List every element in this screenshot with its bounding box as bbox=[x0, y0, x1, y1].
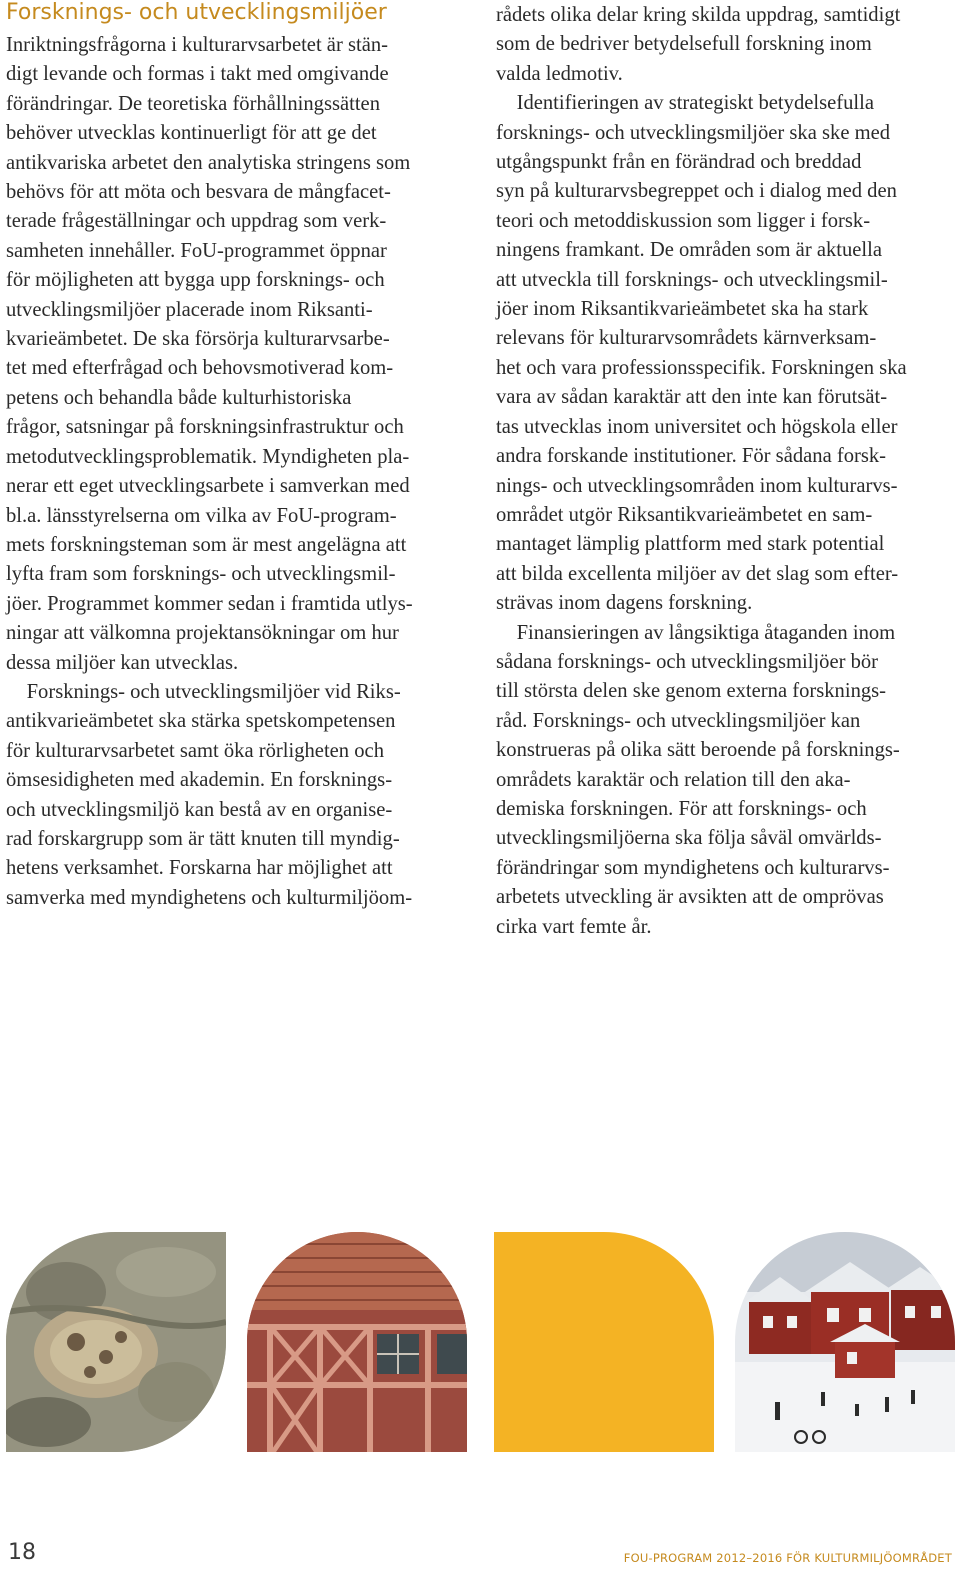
text-line: till största delen ske genom externa forsknings- bbox=[496, 680, 887, 703]
text-line: frågor, satsningar på forskningsinfrastruktur och bbox=[6, 416, 404, 439]
timber-building-photo bbox=[247, 1232, 467, 1452]
text-line: demiska forskningen. För att forsknings- och bbox=[496, 797, 867, 820]
text-line: vara av sådan karaktär att den inte kan förutsät- bbox=[496, 386, 888, 409]
text-line: ömsesidigheten med akademin. En forsknings- bbox=[6, 769, 393, 792]
text-line: området utgör Riksantikvarieämbetet en sam- bbox=[496, 503, 873, 526]
text-line: hetens verksamhet. Forskarna har möjlighet att bbox=[6, 857, 393, 880]
text-line: mets forskningsteman som är mest angelägna att bbox=[6, 533, 407, 556]
text-line: valda ledmotiv. bbox=[496, 62, 623, 85]
text-line: dessa miljöer kan utvecklas. bbox=[6, 651, 239, 674]
text-line: råd. Forsknings- och utvecklingsmiljöer kan bbox=[496, 709, 861, 732]
text-line: nerar ett eget utvecklingsarbete i samverkan med bbox=[6, 475, 410, 498]
winter-village-photo bbox=[735, 1232, 955, 1452]
archaeological-site-photo bbox=[6, 1232, 226, 1452]
text-line: petens och behandla både kulturhistoriska bbox=[6, 386, 352, 409]
text-line: jöer inom Riksantikvarieämbetet ska ha stark bbox=[496, 298, 869, 321]
text-line: cirka vart femte år. bbox=[496, 915, 652, 938]
text-line: het och vara professionsspecifik. Forskningen ska bbox=[496, 356, 907, 379]
text-line: Inriktningsfrågorna i kulturarvsarbetet är stän- bbox=[6, 34, 388, 56]
text-line: förändringar som myndighetens och kulturarvs- bbox=[496, 856, 890, 879]
text-line: utvecklingsmiljöerna ska följa såväl omvärlds- bbox=[496, 827, 882, 850]
text-line: ningens framkant. De områden som är aktuella bbox=[496, 239, 883, 262]
text-line: rad forskargrupp som är tätt knuten till myndig- bbox=[6, 827, 400, 850]
text-line: arbetets utveckling är avsikten att de omprövas bbox=[496, 886, 884, 909]
text-line: Identifieringen av strategiskt betydelsefulla bbox=[496, 92, 874, 115]
text-line: antikvarieämbetet ska stärka spetskompetensen bbox=[6, 710, 396, 733]
text-line: rådets olika delar kring skilda uppdrag, samtidigt bbox=[496, 4, 901, 26]
text-line: forsknings- och utvecklingsmiljöer ska ske med bbox=[496, 121, 891, 144]
text-line: lyfta fram som forsknings- och utvecklingsmil- bbox=[6, 563, 396, 586]
text-line: att bilda excellenta miljöer av det slag som efter- bbox=[496, 562, 899, 585]
text-line: för möjligheten att bygga upp forsknings- och bbox=[6, 269, 385, 292]
right-text-column bbox=[496, 1, 960, 942]
text-line: som de bedriver betydelsefull forskning inom bbox=[496, 33, 872, 56]
text-line: jöer. Programmet kommer sedan i framtida utlys- bbox=[6, 592, 413, 615]
text-line: kvarieämbetet. De ska försörja kulturarvsarbe- bbox=[6, 328, 390, 351]
text-line: tas utvecklas inom universitet och högskola eller bbox=[496, 415, 898, 438]
section-heading: Forsknings- och utvecklingsmiljöer bbox=[6, 0, 387, 25]
text-line: områdets karaktär och relation till den aka- bbox=[496, 768, 851, 791]
running-footer: FOU-PROGRAM 2012–2016 FÖR KULTURMILJÖOMRÅDET bbox=[623, 1551, 952, 1565]
text-line: behöver utvecklas kontinuerligt för att ge det bbox=[6, 122, 377, 145]
text-line: antikvariska arbetet den analytiska stringens som bbox=[6, 151, 411, 174]
left-text-column bbox=[6, 31, 476, 913]
yellow-decorative-shape bbox=[494, 1232, 714, 1452]
text-line: bl.a. länsstyrelserna om vilka av FoU-program- bbox=[6, 504, 397, 527]
text-line: sådana forsknings- och utvecklingsmiljöer bör bbox=[496, 650, 879, 673]
text-line: terade frågeställningar och uppdrag som verk- bbox=[6, 210, 387, 233]
text-line: förändringar. De teoretiska förhållningssätten bbox=[6, 92, 380, 115]
text-line: strävas inom dagens forskning. bbox=[496, 592, 753, 615]
text-line: metodutvecklingsproblematik. Myndigheten pla- bbox=[6, 445, 410, 468]
text-line: syn på kulturarvsbegreppet och i dialog med den bbox=[496, 180, 897, 203]
page-number: 18 bbox=[8, 1540, 36, 1565]
text-line: samverka med myndighetens och kulturmiljöom- bbox=[6, 886, 413, 909]
text-line: nings- och utvecklingsområden inom kulturarvs- bbox=[496, 474, 898, 497]
text-line: konstrueras på olika sätt beroende på forsknings- bbox=[496, 739, 900, 762]
text-line: Forsknings- och utvecklingsmiljöer vid Riks- bbox=[6, 680, 401, 703]
text-line: mantaget lämplig plattform med stark potential bbox=[496, 533, 885, 556]
text-line: digt levande och formas i takt med omgivande bbox=[6, 63, 389, 86]
text-line: ningar att välkomna projektansökningar om hur bbox=[6, 622, 399, 645]
text-line: och utvecklingsmiljö kan bestå av en organise- bbox=[6, 798, 393, 821]
text-line: relevans för kulturarvsområdets kärnverksam- bbox=[496, 327, 877, 350]
text-line: samheten innehåller. FoU-programmet öppnar bbox=[6, 239, 387, 262]
text-line: behövs för att möta och besvara de mångfacet- bbox=[6, 181, 391, 204]
text-line: att utveckla till forsknings- och utvecklingsmil- bbox=[496, 268, 888, 291]
text-line: andra forskande institutioner. För sådana forsk- bbox=[496, 445, 887, 468]
text-line: teori och metoddiskussion som ligger i forsk- bbox=[496, 209, 871, 232]
text-line: Finansieringen av långsiktiga åtaganden inom bbox=[496, 621, 896, 644]
text-line: utgångspunkt från en förändrad och breddad bbox=[496, 151, 862, 174]
text-line: utvecklingsmiljöer placerade inom Riksanti- bbox=[6, 298, 373, 321]
text-line: tet med efterfrågad och behovsmotiverad kom- bbox=[6, 357, 394, 380]
text-line: för kulturarvsarbetet samt öka rörligheten och bbox=[6, 739, 384, 762]
